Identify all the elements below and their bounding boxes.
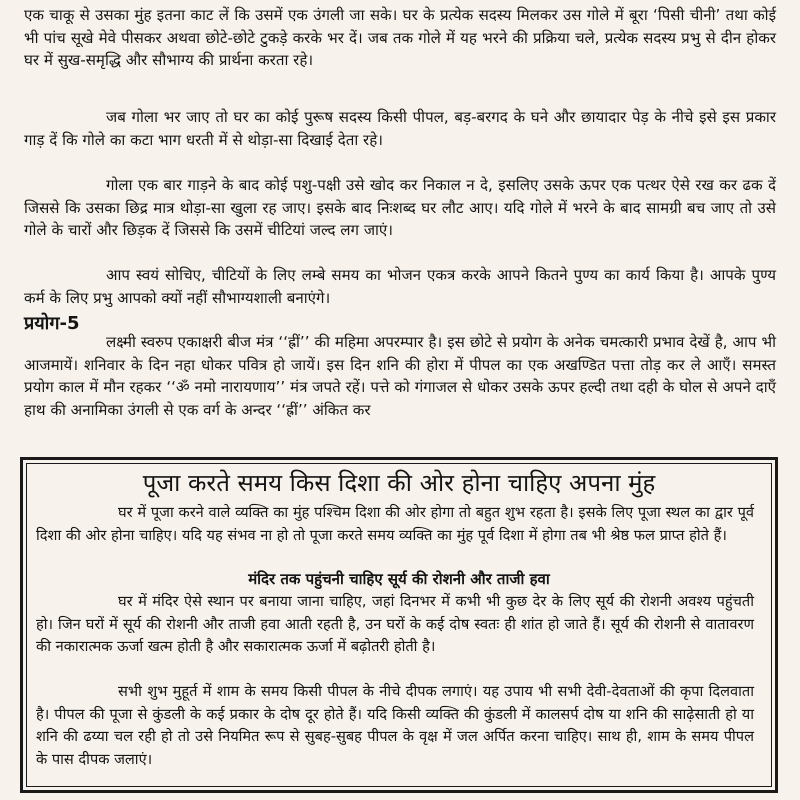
- paragraph-3: गोला एक बार गाड़ने के बाद कोई पशु-पक्षी उसे खोद कर निकाल न दे, इसलिए उसके ऊपर एक पत्थर ऐसे रख कर ढक दें जिससे कि उसका छिद्र मात्र थोड़ा-सा खुला रह जाए। इसके बाद निःशब्द घर लौट आए। यदि गोले में भरने के बाद सामग्री बच जाए तो उसे गोले के चारों और छिड़क दें जिससे कि उसमें चीटियां जल्द लग जाएं।: [24, 176, 776, 239]
- section-heading: प्रयोग-5: [24, 313, 80, 334]
- paragraph-5: लक्ष्मी स्वरुप एकाक्षरी बीज मंत्र ‘‘ह्रीं’’ की महिमा अपरम्पार है। इस छोटे से प्रयोग के अनेक चमत्कारी प्रभाव देखें है, आप भी आजमायें। शनिवार के दिन नहा धोकर पवित्र हो जायें। इस दिन शनि की होरा में पीपल का एक अखण्डित पत्ता तोड़ कर ले आएँ। समस्त प्रयोग काल में मौन रहकर ‘‘ॐ नमो नारायणाय’’ मंत्र जपते रहें। पत्ते को गंगाजल से धोकर उसके ऊपर हल्दी तथा दही के घोल से अपने दाएँ हाथ की अनामिका उंगली से एक वर्ग के अन्दर ‘‘ह्रीं’’ अंकित कर: [24, 333, 776, 419]
- box-paragraph-1: घर में पूजा करने वाले व्यक्ति का मुंह पश्चिम दिशा की ओर होगा तो बहुत शुभ रहता है। इसके लिए पूजा स्थल का द्वार पूर्व दिशा की ओर होना चाहिए। यदि यह संभव ना हो तो पूजा करते समय व्यक्ति का मुंह पूर्व दिशा में होगा तब भी श्रेष्ठ फल प्राप्त होते हैं।: [36, 504, 754, 544]
- box-paragraph-3: सभी शुभ मुहूर्त में शाम के समय किसी पीपल के नीचे दीपक लगाएं। यह उपाय भी सभी देवी-देवताओं की कृपा दिलवाता है। पीपल की पूजा से कुंडली के कई प्रकार के दोष दूर होते हैं। यदि किसी व्यक्ति की कुंडली में कालसर्प दोष या शनि की साढ़ेसाती हो या शनि की ढय्या चल रही हो तो उसे नियमित रूप से सुबह-सुबह पीपल के वृक्ष में जल अर्पित करना चाहिए। साथ ही, शाम के समय पीपल के पास दीपक जलाएं।: [36, 683, 754, 768]
- paragraph-2: जब गोला भर जाए तो घर का कोई पुरूष सदस्य किसी पीपल, बड़-बरगद के घने और छायादार पेड़ के नीचे इसे इस प्रकार गाड़ दें कि गोले का कटा भाग धरती में से थोड़ा-सा दिखाई देता रहे।: [24, 108, 776, 149]
- paragraph-4: आप स्वयं सोचिए, चीटियों के लिए लम्बे समय का भोजन एकत्र करके आपने कितने पुण्य का कार्य किया है। आपके पुण्य कर्म के लिए प्रभु आपको क्यों नहीं सौभाग्यशाली बनाएंगे।: [24, 266, 776, 307]
- box-subheading: मंदिर तक पहुंचनी चाहिए सूर्य की रोशनी और ताजी हवा: [248, 570, 550, 588]
- box-title: पूजा करते समय किस दिशा की ओर होना चाहिए अपना मुंह: [142, 469, 656, 497]
- box-paragraph-2: घर में मंदिर ऐसे स्थान पर बनाया जाना चाहिए, जहां दिनभर में कभी भी कुछ देर के लिए सूर्य की रोशनी अवश्य पहुंचती हो। जिन घरों में सूर्य की रोशनी और ताजी हवा आती रहती है, उन घरों के कई दोष स्वतः ही शांत हो जाते हैं। सूर्य की रोशनी से वातावरण की नकारात्मक ऊर्जा खत्म होती है और सकारात्मक ऊर्जा में बढ़ोतरी होती है।: [36, 593, 754, 655]
- paragraph-1: एक चाकू से उसका मुंह इतना काट लें कि उसमें एक उंगली जा सके। घर के प्रत्येक सदस्य मिलकर उस गोले में बूरा ‘पिसी चीनी’ तथा कोई भी पांच सूखे मेवे पीसकर अथवा छोटे-छोटे टुकड़े करके भर दें। जब तक गोले में यह भरने की प्रक्रिया चले, प्रत्येक सदस्य प्रभु से दीन होकर घर में सुख-समृद्धि और सौभाग्य की प्रार्थना करता रहे।: [24, 6, 776, 69]
